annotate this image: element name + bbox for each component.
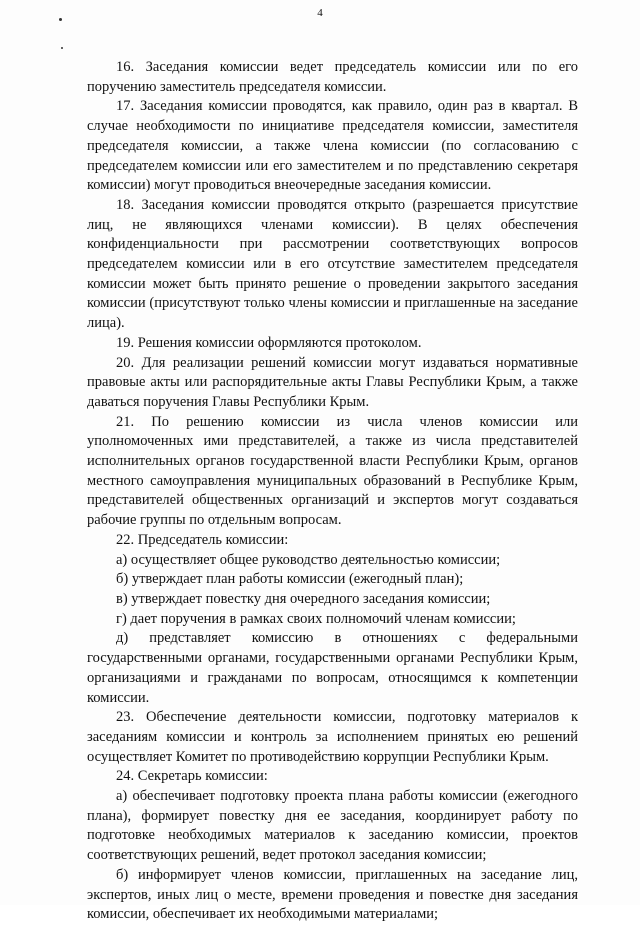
- paragraph-22-b: б) утверждает план работы комиссии (ежегодный план);: [116, 571, 464, 588]
- paragraph-22-g: г) дает поручения в рамках своих полномочий членам комиссии;: [116, 610, 516, 627]
- paragraph-16: 16. Заседания комиссии ведет председатель комиссии или по его поручению заместитель председателя комиссии.: [87, 59, 578, 95]
- paragraph-22-a: а) осуществляет общее руководство деятельностью комиссии;: [116, 551, 501, 568]
- paragraph-20: 20. Для реализации решений комиссии могут издаваться нормативные правовые акты или распорядительные акты Главы Республики Крым, а также даваться поручения Главы Республики Крым.: [87, 354, 578, 410]
- paragraph-21: 21. По решению комиссии из числа членов комиссии или уполномоченных ими представителей, а также из числа представителей исполнительных органов государственной власти Республики Крым, органов местного самоуправления муниципальных образований в Республике Крым, представителей общественных организаций и экспертов могут создаваться рабочие группы по отдельным вопросам.: [87, 413, 578, 529]
- page-number: 4: [317, 7, 323, 19]
- paragraph-23: 23. Обеспечение деятельности комиссии, подготовку материалов к заседаниям комиссии и контроль за исполнением принятых ею решений осуществляет Комитет по противодействию коррупции Республики Крым.: [87, 709, 578, 765]
- document-body: [87, 58, 578, 925]
- paragraph-24-b: б) информирует членов комиссии, приглашенных на заседание лиц, экспертов, иных лиц о месте, времени проведения и повестке дня заседания комиссии, обеспечивает их необходимыми материалами;: [87, 866, 578, 923]
- paragraph-17: 17. Заседания комиссии проводятся, как правило, один раз в квартал. В случае необходимости по инициативе председателя комиссии, заместителя председателя комиссии, а также члена комиссии (по согласованию с председателем комиссии или его заместителем и по представлению секретаря комиссии) могут проводиться внеочередные заседания комиссии.: [87, 98, 578, 194]
- paragraph-18: 18. Заседания комиссии проводятся открыто (разрешается присутствие лиц, не являющихся членами комиссии). В целях обеспечения конфиденциальности при рассмотрении соответствующих вопросов председателем комиссии или в его отсутствие заместителем председателя комиссии может быть принято решение о проведении закрытого заседания комиссии (присутствуют только члены комиссии и приглашенные на заседание лица).: [87, 196, 578, 332]
- paragraph-24-heading: 24. Секретарь комиссии:: [116, 768, 268, 785]
- scan-dot-mark: [61, 47, 63, 49]
- paragraph-22-heading: 22. Председатель комиссии:: [116, 531, 289, 548]
- paragraph-22-v: в) утверждает повестку дня очередного заседания комиссии;: [116, 590, 491, 607]
- paragraph-19: 19. Решения комиссии оформляются протоколом.: [116, 334, 422, 351]
- paragraph-22-d: д) представляет комиссию в отношениях с федеральными государственными органами, государственными органами Республики Крым, организациями и гражданами по вопросам, относящимся к компетенции комиссии.: [87, 630, 578, 706]
- paragraph-24-a: а) обеспечивает подготовку проекта плана работы комиссии (ежегодного плана), формирует повестку дня ее заседания, координирует работу по подготовке необходимых материалов к заседанию комиссии, проектов соответствующих решений, ведет протокол заседания комиссии;: [87, 788, 578, 864]
